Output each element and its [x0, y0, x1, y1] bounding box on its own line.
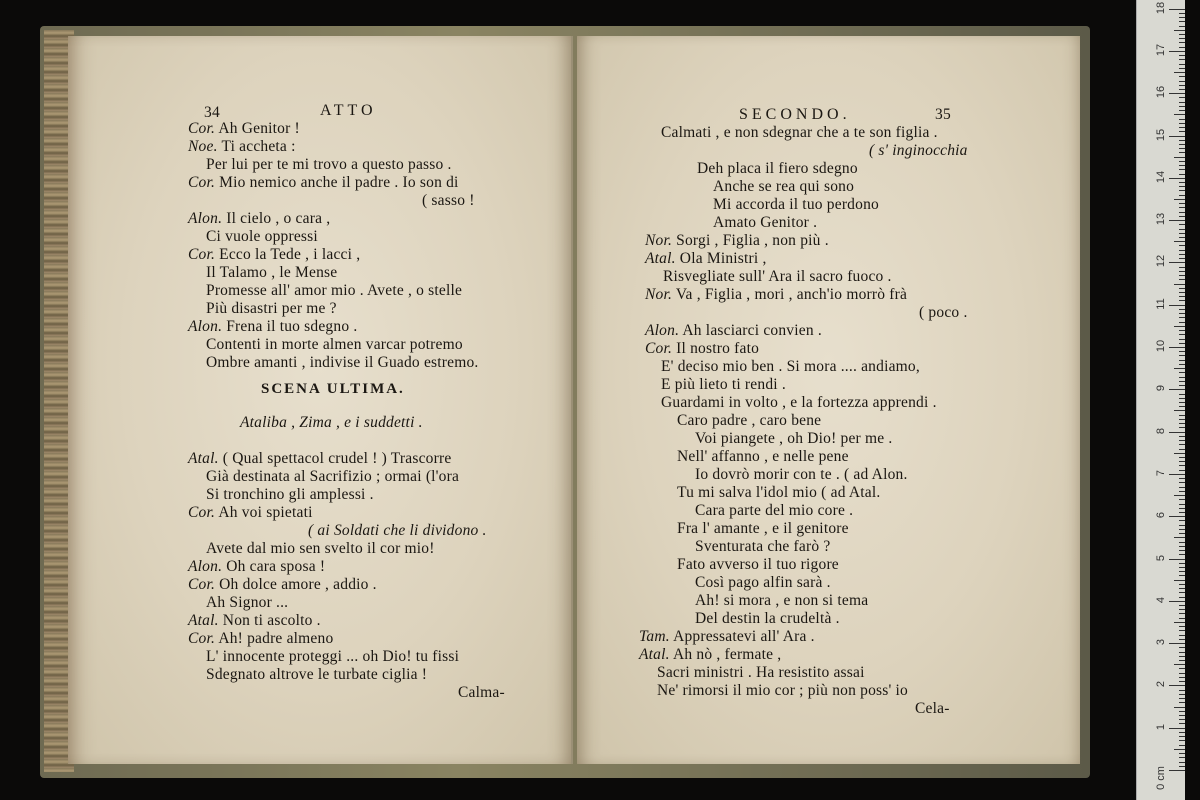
ruler-tick: [1179, 504, 1185, 505]
text-line: ( sasso !: [422, 192, 475, 209]
ruler-tick: [1179, 355, 1185, 356]
ruler-tick: [1179, 267, 1185, 268]
page-number: 35: [935, 106, 951, 123]
text-line: Alon. Frena il tuo sdegno .: [188, 318, 358, 335]
ruler-number: 14: [1155, 170, 1167, 183]
ruler-tick: [1179, 309, 1185, 310]
text-line: Deh placa il fiero sdegno: [697, 160, 858, 177]
ruler-tick: [1179, 613, 1185, 614]
ruler-tick: [1179, 59, 1185, 60]
ruler-tick: [1179, 76, 1185, 77]
text-line: Ah! si mora , e non si tema: [695, 592, 869, 609]
ruler-number: 2: [1155, 681, 1167, 688]
ruler-tick: [1179, 762, 1185, 763]
speaker: Cor.: [188, 120, 216, 137]
ruler-tick: [1179, 343, 1185, 344]
ruler-tick: [1179, 229, 1185, 230]
text-line: Promesse all' amor mio . Avete , o stelle: [206, 282, 463, 299]
speaker: Cor.: [188, 576, 216, 593]
ruler-number: 12: [1155, 255, 1167, 268]
text-line: Tam. Appressatevi all' Ara .: [639, 628, 815, 645]
ruler-tick: [1179, 216, 1185, 217]
ruler-tick: [1179, 597, 1185, 598]
ruler-tick: [1179, 740, 1185, 741]
text-line: Cor. Mio nemico anche il padre . Io son di: [188, 174, 459, 191]
text-line: Cor. Ah Genitor !: [188, 120, 300, 137]
ruler-tick: [1179, 406, 1185, 407]
text-line: Anche se rea qui sono: [713, 178, 855, 195]
ruler-tick: [1179, 668, 1185, 669]
ruler-tick: [1179, 626, 1185, 627]
ruler-tick: [1179, 271, 1185, 272]
ruler-tick: [1179, 127, 1185, 128]
ruler-tick: [1179, 542, 1185, 543]
measurement-ruler: [1136, 0, 1185, 800]
ruler-tick: [1179, 207, 1185, 208]
ruler-tick: [1179, 372, 1185, 373]
ruler-tick: [1179, 131, 1185, 132]
ruler-tick: [1179, 757, 1185, 758]
text-line: Contenti in morte almen varcar potremo: [206, 336, 463, 353]
ruler-tick: [1179, 275, 1185, 276]
ruler-tick: [1179, 385, 1185, 386]
ruler-tick: [1174, 199, 1185, 200]
speaker: Nor.: [645, 286, 673, 303]
ruler-tick: [1179, 715, 1185, 716]
ruler-number: 13: [1155, 212, 1167, 226]
text-line: Del destin la crudeltà .: [695, 610, 840, 627]
scene-heading: SCENA ULTIMA.: [261, 381, 405, 397]
ruler-tick: [1179, 313, 1185, 314]
ruler-tick: [1174, 707, 1185, 708]
ruler-tick: [1179, 520, 1185, 521]
ruler-tick: [1174, 157, 1185, 158]
ruler-tick: [1179, 186, 1185, 187]
ruler-tick: [1174, 30, 1185, 31]
ruler-tick: [1179, 719, 1185, 720]
ruler-tick: [1179, 106, 1185, 107]
ruler-tick: [1179, 296, 1185, 297]
ruler-tick: [1179, 148, 1185, 149]
text-line: L' innocente proteggi ... oh Dio! tu fissi: [206, 648, 460, 665]
ruler-tick: [1179, 119, 1185, 120]
ruler-tick: [1179, 351, 1185, 352]
text-line: E' deciso mio ben . Si mora .... andiamo,: [661, 358, 920, 375]
ruler-tick: [1174, 580, 1185, 581]
ruler-tick: [1179, 398, 1185, 399]
ruler-tick: [1179, 571, 1185, 572]
text-line: Alon. Il cielo , o cara ,: [188, 210, 331, 227]
ruler-tick: [1179, 102, 1185, 103]
text-line: Guardami in volto , e la fortezza apprendi .: [661, 394, 937, 411]
ruler-tick: [1179, 292, 1185, 293]
ruler-tick: [1179, 482, 1185, 483]
ruler-tick: [1179, 592, 1185, 593]
ruler-tick: [1179, 233, 1185, 234]
ruler-tick: [1179, 529, 1185, 530]
ruler-tick: [1179, 364, 1185, 365]
text-line: Atal. Non ti ascolto .: [188, 612, 321, 629]
text-line: Nell' affanno , e nelle pene: [677, 448, 849, 465]
ruler-tick: [1179, 377, 1185, 378]
ruler-tick: [1174, 495, 1185, 496]
speaker: Atal.: [188, 450, 219, 467]
speaker: Atal.: [188, 612, 219, 629]
ruler-tick: [1179, 605, 1185, 606]
text-line: Calmati , e non sdegnar che a te son figlia .: [661, 124, 938, 141]
ruler-tick: [1174, 453, 1185, 454]
text-line: Sacri ministri . Ha resistito assai: [657, 664, 865, 681]
text-line: Cor. Il nostro fato: [645, 340, 760, 357]
ruler-number: 16: [1155, 86, 1167, 99]
ruler-tick: [1179, 85, 1185, 86]
ruler-tick: [1179, 690, 1185, 691]
ruler-tick: [1179, 652, 1185, 653]
text-line: Avete dal mio sen svelto il cor mio!: [206, 540, 435, 557]
ruler-tick: [1179, 698, 1185, 699]
ruler-tick: [1169, 220, 1185, 221]
text-line: Voi piangete , oh Dio! per me .: [695, 430, 893, 447]
text-line: Ombre amanti , indivise il Guado estremo.: [206, 354, 479, 371]
text-line: Io dovrò morir con te . ( ad Alon.: [695, 466, 908, 483]
ruler-tick: [1169, 347, 1185, 348]
ruler-tick: [1179, 436, 1185, 437]
ruler-tick: [1179, 630, 1185, 631]
text-line: Ci vuole oppressi: [206, 228, 318, 245]
text-line: Sventurata che farò ?: [695, 538, 831, 555]
ruler-tick: [1169, 474, 1185, 475]
ruler-tick: [1179, 766, 1185, 767]
ruler-number: 1: [1155, 723, 1167, 730]
ruler-tick: [1179, 68, 1185, 69]
ruler-tick: [1174, 622, 1185, 623]
ruler-tick: [1179, 660, 1185, 661]
ruler-tick: [1179, 81, 1185, 82]
ruler-unit-label: 0 cm: [1155, 766, 1167, 790]
ruler-tick: [1179, 381, 1185, 382]
ruler-tick: [1179, 465, 1185, 466]
speaker: Nor.: [645, 232, 673, 249]
ruler-tick: [1179, 64, 1185, 65]
ruler-number: 8: [1155, 427, 1167, 434]
ruler-tick: [1179, 21, 1185, 22]
stage-direction: ( ai Soldati che li dividono .: [308, 522, 487, 539]
ruler-tick: [1179, 639, 1185, 640]
ruler-tick: [1179, 334, 1185, 335]
running-head: SECONDO.: [739, 106, 851, 123]
text-line: Ah Signor ...: [206, 594, 289, 611]
ruler-number: 6: [1155, 512, 1167, 519]
stage-direction: Ataliba , Zima , e i suddetti .: [240, 414, 423, 431]
ruler-tick: [1179, 563, 1185, 564]
ruler-tick: [1169, 559, 1185, 560]
text-line: Fra l' amante , e il genitore: [677, 520, 849, 537]
text-line: Già destinata al Sacrifizio ; ormai (l'ora: [206, 468, 460, 485]
ruler-number: 9: [1155, 385, 1167, 392]
ruler-tick: [1179, 575, 1185, 576]
speaker: Cor.: [645, 340, 673, 357]
ruler-tick: [1179, 322, 1185, 323]
ruler-number: 15: [1155, 128, 1167, 141]
text-line: Amato Genitor .: [713, 214, 818, 231]
ruler-tick: [1179, 745, 1185, 746]
ruler-tick: [1179, 584, 1185, 585]
ruler-number: 3: [1155, 639, 1167, 646]
ruler-tick: [1169, 728, 1185, 729]
ruler-tick: [1179, 478, 1185, 479]
ruler-tick: [1179, 339, 1185, 340]
ruler-tick: [1174, 72, 1185, 73]
text-line: Cara parte del mio core .: [695, 502, 854, 519]
text-line: Il Talamo , le Mense: [206, 264, 338, 281]
text-line: Più disastri per me ?: [206, 300, 337, 317]
ruler-tick: [1174, 284, 1185, 285]
ruler-tick: [1179, 444, 1185, 445]
speaker: Atal.: [639, 646, 670, 663]
ruler-tick: [1179, 224, 1185, 225]
catchword: Cela-: [915, 700, 950, 717]
ruler-tick: [1179, 300, 1185, 301]
text-line: E più lieto ti rendi .: [661, 376, 786, 393]
speaker: Noe.: [188, 138, 218, 155]
speaker: Cor.: [188, 630, 216, 647]
ruler-tick: [1174, 114, 1185, 115]
ruler-tick: [1179, 34, 1185, 35]
ruler-tick: [1179, 512, 1185, 513]
ruler-tick: [1179, 169, 1185, 170]
ruler-tick: [1179, 440, 1185, 441]
speaker: Alon.: [188, 210, 223, 227]
speaker: Cor.: [188, 174, 216, 191]
text-line: Tu mi salva l'idol mio ( ad Atal.: [677, 484, 881, 501]
text-line: Alon. Oh cara sposa !: [188, 558, 326, 575]
ruler-tick: [1179, 457, 1185, 458]
speaker: Cor.: [188, 246, 216, 263]
text-line: ( poco .: [919, 304, 968, 321]
text-line: Cor. Ah! padre almeno: [188, 630, 334, 647]
speaker: Cor.: [188, 504, 216, 521]
ruler-tick: [1179, 212, 1185, 213]
ruler-tick: [1179, 609, 1185, 610]
ruler-tick: [1179, 427, 1185, 428]
ruler-number: 11: [1155, 297, 1167, 310]
ruler-tick: [1179, 702, 1185, 703]
ruler-tick: [1179, 732, 1185, 733]
text-line: Alon. Ah lasciarci convien .: [645, 322, 822, 339]
ruler-tick: [1179, 152, 1185, 153]
running-head: ATTO: [320, 102, 377, 119]
ruler-tick: [1179, 567, 1185, 568]
ruler-tick: [1179, 487, 1185, 488]
ruler-tick: [1179, 508, 1185, 509]
ruler-tick: [1179, 415, 1185, 416]
ruler-tick: [1179, 723, 1185, 724]
ruler-tick: [1179, 635, 1185, 636]
ruler-tick: [1179, 546, 1185, 547]
ruler-tick: [1179, 677, 1185, 678]
ruler-tick: [1179, 681, 1185, 682]
ruler-number: 7: [1155, 469, 1167, 476]
ruler-tick: [1179, 182, 1185, 183]
ruler-tick: [1179, 449, 1185, 450]
ruler-tick: [1179, 140, 1185, 141]
ruler-tick: [1179, 317, 1185, 318]
ruler-tick: [1179, 394, 1185, 395]
ruler-tick: [1169, 136, 1185, 137]
ruler-tick: [1179, 47, 1185, 48]
stage-direction: ( s' inginocchia: [869, 142, 968, 159]
ruler-tick: [1179, 533, 1185, 534]
text-line: Nor. Sorgi , Figlia , non più .: [645, 232, 829, 249]
ruler-tick: [1169, 262, 1185, 263]
ruler-tick: [1174, 664, 1185, 665]
ruler-tick: [1174, 326, 1185, 327]
ruler-tick: [1179, 499, 1185, 500]
ruler-tick: [1179, 42, 1185, 43]
ruler-number: 17: [1155, 43, 1167, 57]
ruler-number: 4: [1155, 596, 1167, 603]
ruler-tick: [1179, 470, 1185, 471]
ruler-tick: [1179, 461, 1185, 462]
ruler-tick: [1179, 279, 1185, 280]
right-page: [577, 36, 1080, 764]
text-line: Cor. Ah voi spietati: [188, 504, 313, 521]
ruler-tick: [1174, 368, 1185, 369]
ruler-tick: [1179, 174, 1185, 175]
ruler-tick: [1179, 525, 1185, 526]
speaker: Tam.: [639, 628, 670, 645]
ruler-number: 5: [1155, 554, 1167, 561]
text-line: Atal. Ah nò , fermate ,: [639, 646, 782, 663]
ruler-tick: [1179, 26, 1185, 27]
text-line: Per lui per te mi trovo a questo passo .: [206, 156, 452, 173]
ruler-tick: [1179, 656, 1185, 657]
ruler-tick: [1179, 711, 1185, 712]
text-line: Mi accorda il tuo perdono: [713, 196, 879, 213]
ruler-tick: [1179, 554, 1185, 555]
text-line: Ne' rimorsi il mio cor ; più non poss' io: [657, 682, 909, 699]
ruler-tick: [1179, 402, 1185, 403]
ruler-tick: [1179, 245, 1185, 246]
ruler-tick: [1179, 588, 1185, 589]
text-line: Cor. Ecco la Tede , i lacci ,: [188, 246, 361, 263]
ruler-tick: [1179, 203, 1185, 204]
text-line: Noe. Ti accheta :: [188, 138, 296, 155]
ruler-tick: [1179, 97, 1185, 98]
ruler-tick: [1179, 423, 1185, 424]
ruler-tick: [1179, 123, 1185, 124]
ruler-tick: [1179, 419, 1185, 420]
text-line: Si tronchino gli amplessi .: [206, 486, 374, 503]
ruler-tick: [1169, 305, 1185, 306]
ruler-tick: [1179, 618, 1185, 619]
ruler-tick: [1179, 694, 1185, 695]
text-line: Fato avverso il tuo rigore: [677, 556, 839, 573]
ruler-tick: [1179, 647, 1185, 648]
catchword: Calma-: [458, 684, 505, 701]
ruler-tick: [1179, 550, 1185, 551]
text-line: Nor. Va , Figlia , mori , anch'io morrò frà: [645, 286, 908, 303]
ruler-tick: [1179, 89, 1185, 90]
text-line: Atal. Ola Ministri ,: [645, 250, 767, 267]
ruler-tick: [1169, 93, 1185, 94]
ruler-tick: [1169, 178, 1185, 179]
speaker: Alon.: [645, 322, 680, 339]
ruler-tick: [1169, 516, 1185, 517]
ruler-tick: [1179, 17, 1185, 18]
ruler-tick: [1179, 55, 1185, 56]
ruler-tick: [1179, 13, 1185, 14]
ruler-tick: [1169, 601, 1185, 602]
speaker: Atal.: [645, 250, 676, 267]
ruler-tick: [1169, 389, 1185, 390]
ruler-number: 10: [1155, 339, 1167, 353]
ruler-tick: [1179, 144, 1185, 145]
ruler-tick: [1169, 770, 1185, 771]
ruler-tick: [1179, 190, 1185, 191]
ruler-tick: [1179, 38, 1185, 39]
ruler-tick: [1179, 110, 1185, 111]
ruler-tick: [1179, 254, 1185, 255]
ruler-tick: [1179, 288, 1185, 289]
ruler-tick: [1179, 491, 1185, 492]
ruler-tick: [1169, 432, 1185, 433]
ruler-tick: [1179, 360, 1185, 361]
ruler-tick: [1169, 643, 1185, 644]
speaker: Alon.: [188, 558, 223, 575]
text-line: Caro padre , caro bene: [677, 412, 822, 429]
ruler-number: 18: [1155, 1, 1167, 14]
text-line: Atal. ( Qual spettacol crudel ! ) Trascorre: [188, 450, 452, 467]
ruler-tick: [1179, 161, 1185, 162]
ruler-tick: [1169, 51, 1185, 52]
text-line: Così pago alfin sarà .: [695, 574, 831, 591]
ruler-tick: [1179, 736, 1185, 737]
left-page: [68, 36, 573, 764]
ruler-tick: [1174, 749, 1185, 750]
speaker: Alon.: [188, 318, 223, 335]
ruler-tick: [1179, 330, 1185, 331]
ruler-tick: [1179, 195, 1185, 196]
text-line: Risvegliate sull' Ara il sacro fuoco .: [663, 268, 892, 285]
ruler-tick: [1179, 237, 1185, 238]
ruler-tick: [1179, 673, 1185, 674]
ruler-tick: [1179, 753, 1185, 754]
ruler-tick: [1174, 241, 1185, 242]
ruler-tick: [1179, 250, 1185, 251]
ruler-tick: [1174, 537, 1185, 538]
ruler-tick: [1169, 685, 1185, 686]
ruler-tick: [1179, 258, 1185, 259]
ruler-tick: [1174, 410, 1185, 411]
text-line: Sdegnato altrove le turbate ciglia !: [206, 666, 428, 683]
ruler-tick: [1169, 9, 1185, 10]
page-number: 34: [204, 104, 220, 121]
text-line: Cor. Oh dolce amore , addio .: [188, 576, 377, 593]
ruler-tick: [1179, 165, 1185, 166]
